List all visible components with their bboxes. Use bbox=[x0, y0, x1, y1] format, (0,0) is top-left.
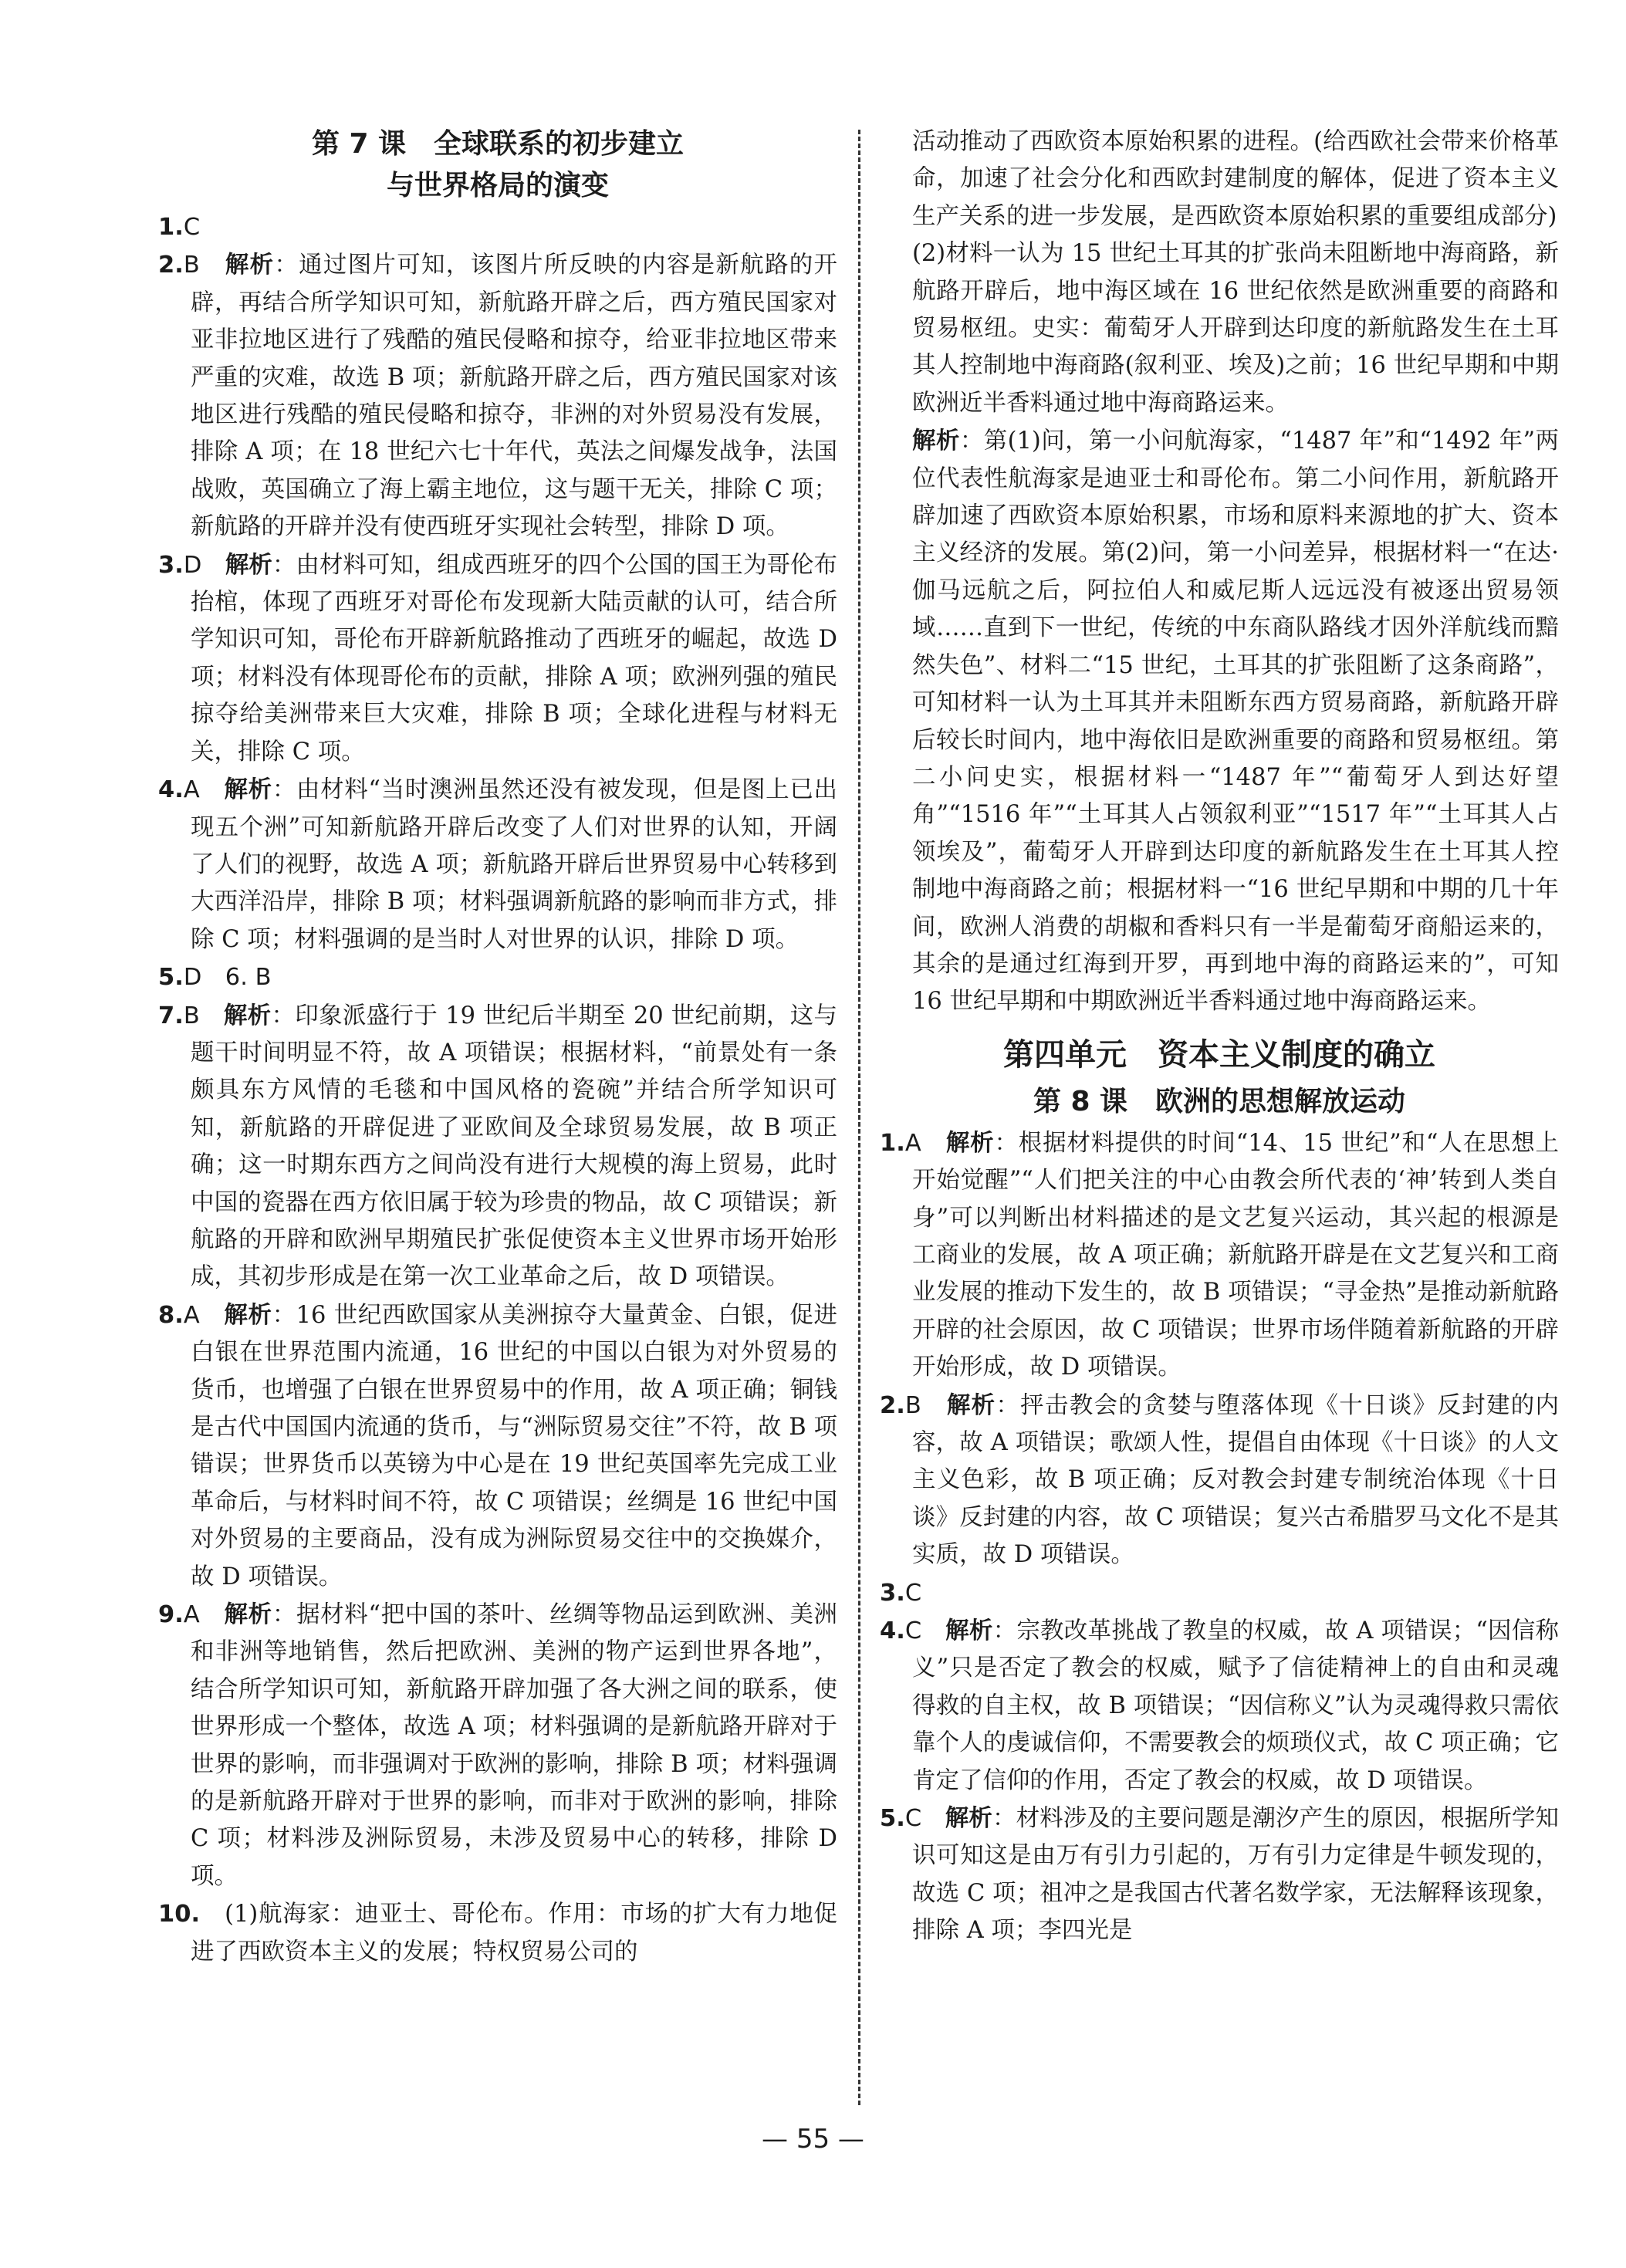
analysis-text: ：第(1)问，第一小问航海家，“1487 年”和“1492 年”两位代表性航海家是迪亚士和哥伦布。第二小问作用，新航路开辟加速了西欧资本原始积累，市场和原料来源地的扩大、资本主义经济的发展。第(2)问，第一小问差异，根据材料一“在达·伽马远航之后，阿拉伯人和威尼斯人远远没有被逐出贸易领域……直到下一世纪，传统的中东商队路线才因外洋航线而黯然失色”、材料二“15 世纪，土耳其的扩张阻断了这条商路”，可知材料一认为土耳其并未阻断东西方贸易商路，新航路开辟后较长时间内，地中海依旧是欧洲重要的商路和贸易枢纽。第二小问史实，根据材料一“1487 年”“葡萄牙人到达好望角”“1516 年”“土耳其人占领叙利亚”“1517 年”“土耳其人占领埃及”，葡萄牙人开辟到达印度的新航路发生在土耳其人控制地中海商路之前；根据材料一“16 世纪早期和中期的几十年间，欧洲人消费的胡椒和香料只有一半是葡萄牙商船运来的，其余的是通过红海到开罗，再到地中海的商路运来的”，可知 16 世纪早期和中期欧洲近半香料通过地中海商路运来。 bbox=[912, 428, 1560, 1016]
question-number: 1. bbox=[158, 214, 184, 241]
analysis-text: ：抨击教会的贪婪与堕落体现《十日谈》反封建的内容，故 A 项错误；歌颂人性，提倡自由体现《十日谈》的人文主义色彩，故 B 项正确；反对教会封建专制统治体现《十日谈》反封建的内容，故 C 项错误；复兴古希腊罗马文化不是其实质，故 D 项错误。 bbox=[912, 1391, 1560, 1569]
analysis-text: ：根据材料提供的时间“14、15 世纪”和“人在思想上开始觉醒”“人们把关注的中心由教会所代表的‘神’转到人类自身”可以判断出材料描述的是文艺复兴运动，其兴起的根源是工商业的发展，故 A 项正确；新航路开辟是在文艺复兴和工商业发展的推动下发生的，故 B 项错误；“寻金热”是推动新航路开辟的社会原因，故 C 项错误；世界市场伴随着新航路的开辟开始形成，故 D 项错误。 bbox=[912, 1129, 1560, 1381]
question-number: 3. bbox=[880, 1579, 905, 1607]
answer-item bbox=[158, 246, 837, 546]
lesson-7-title-line-1: 第 7 课 全球联系的初步建立 bbox=[311, 128, 685, 160]
spacer bbox=[201, 552, 225, 579]
question-number: 8. bbox=[158, 1301, 184, 1329]
q10-analysis bbox=[880, 422, 1559, 1021]
lesson-8-answer-list bbox=[880, 1124, 1559, 1950]
lesson-8-title: 第 8 课 欧洲的思想解放运动 bbox=[1033, 1085, 1406, 1117]
analysis-text: (1)航海家：迪亚士、哥伦布。作用：市场的扩大有力地促进了西欧资本主义的发展；特权贸易公司的 bbox=[191, 1901, 838, 1965]
answer-choice: C bbox=[183, 214, 201, 241]
spacer bbox=[200, 1002, 224, 1029]
answer-choice: C bbox=[904, 1579, 922, 1607]
answer-choice: B bbox=[904, 1391, 921, 1419]
answer-item bbox=[158, 958, 837, 996]
page-number: — 55 — bbox=[762, 2124, 864, 2155]
answer-choice: D bbox=[183, 551, 202, 579]
analysis-text: ：通过图片可知，该图片所反映的内容是新航路的开辟，再结合所学知识可知，新航路开辟之后，西方殖民国家对亚非拉地区进行了残酷的殖民侵略和掠夺，给亚非拉地区带来严重的灾难，故选 B 项；新航路开辟之后，西方殖民国家对该地区进行残酷的殖民侵略和掠夺，非洲的对外贸易没有发展，排除 A 项；在 18 世纪六七十年代，英法之间爆发战争，法国战败，英国确立了海上霸主地位，这与题干无关，排除 C 项；新航路的开辟并没有使西班牙实现社会转型，排除 D 项。 bbox=[191, 252, 838, 541]
lesson-7-title bbox=[158, 123, 837, 207]
analysis-label: 解析 bbox=[945, 1804, 992, 1833]
answer-item bbox=[880, 1612, 1559, 1800]
question-number: 5. bbox=[880, 1805, 905, 1833]
lesson-7-title-line-2: 与世界格局的演变 bbox=[386, 170, 609, 201]
analysis-label: 解析 bbox=[224, 776, 272, 804]
answer-item bbox=[158, 997, 837, 1296]
analysis-label: 解析 bbox=[945, 1128, 995, 1157]
right-column bbox=[880, 123, 1559, 1950]
spacer bbox=[921, 1617, 945, 1644]
analysis-text: ：由材料可知，组成西班牙的四个公国的国王为哥伦布抬棺，体现了西班牙对哥伦布发现新大陆贡献的认可，结合所学知识可知，哥伦布开辟新航路推动了西班牙的崛起，故选 D 项；材料没有体现哥伦布的贡献，排除 A 项；欧洲列强的殖民掠夺给美洲带来巨大灾难，排除 B 项；全球化进程与材料无关，排除 C 项。 bbox=[191, 551, 838, 766]
question-number: 10. bbox=[158, 1901, 201, 1928]
analysis-label: 解析 bbox=[946, 1391, 996, 1419]
question-number: 4. bbox=[158, 776, 184, 804]
spacer bbox=[200, 1901, 225, 1928]
spacer bbox=[200, 1601, 225, 1628]
question-number: 2. bbox=[158, 252, 184, 279]
analysis-text: ：宗教改革挑战了教皇的权威，故 A 项错误；“因信称义”只是否定了教会的权威，赋予了信徒精神上的自由和灵魂得救的自主权，故 B 项错误；“因信称义”认为灵魂得救只需依靠个人的虔诚信仰，不需要教会的烦琐仪式，故 C 项正确；它肯定了信仰的作用，否定了教会的权威，故 D 项错误。 bbox=[912, 1617, 1560, 1794]
analysis-text: ：材料涉及的主要问题是潮汐产生的原因，根据所学知识可知这是由万有引力引起的，万有引力定律是牛顿发现的，故选 C 项；祖冲之是我国古代著名数学家，无法解释该现象，排除 A 项；李四光是 bbox=[912, 1805, 1560, 1945]
question-number: 1. bbox=[880, 1129, 905, 1157]
spacer bbox=[921, 1805, 945, 1832]
analysis-text: ：印象派盛行于 19 世纪后半期至 20 世纪前期，这与题干时间明显不符，故 A 项错误；根据材料，“前景处有一条颇具东方风情的毛毯和中国风格的瓷碗”并结合所学知识可知，新航路的开辟促进了亚欧间及全球贸易发展，故 B 项正确；这一时期东西方之间尚没有进行大规模的海上贸易，此时中国的瓷器在西方依旧属于较为珍贵的物品，故 C 项错误；新航路的开辟和欧洲早期殖民扩张促使资本主义世界市场开始形成，其初步形成是在第一次工业革命之后，故 D 项错误。 bbox=[191, 1002, 838, 1291]
question-number: 5. bbox=[158, 964, 184, 992]
lesson-7-answer-list bbox=[158, 208, 837, 1971]
answer-choice: A bbox=[183, 776, 200, 804]
question-number: 2. bbox=[880, 1391, 905, 1419]
question-number: 9. bbox=[158, 1601, 184, 1629]
spacer bbox=[921, 1580, 945, 1607]
analysis-label: 解析 bbox=[225, 550, 272, 579]
answer-item bbox=[158, 771, 837, 958]
answer-item bbox=[880, 1800, 1559, 1950]
answer-choice: C bbox=[904, 1617, 922, 1645]
answer-item bbox=[880, 1574, 1559, 1612]
answer-choice: A bbox=[183, 1601, 200, 1629]
spacer bbox=[200, 214, 224, 241]
analysis-label: 解析 bbox=[945, 1617, 993, 1645]
q10-continued: 活动推动了西欧资本原始积累的进程。(给西欧社会带来价格革命，加速了社会分化和西欧封建制度的解体，促进了资本主义生产关系的进一步发展，是西欧资本原始积累的重要组成部分) bbox=[912, 128, 1559, 230]
spacer bbox=[200, 252, 225, 279]
analysis-label: 解析 bbox=[224, 1300, 272, 1329]
question-number: 3. bbox=[158, 551, 184, 579]
spacer bbox=[921, 1130, 946, 1157]
answer-choice: A bbox=[904, 1129, 921, 1157]
answer-choice: B bbox=[183, 1002, 200, 1029]
question-number: 7. bbox=[158, 1002, 184, 1029]
answer-item bbox=[158, 208, 837, 246]
analysis-text: ：由材料“当时澳洲虽然还没有被发现，但是图上已出现五个洲”可知新航路开辟后改变了人们对世界的认知，开阔了人们的视野，故选 A 项；新航路开辟后世界贸易中心转移到大西洋沿岸，排除 B 项；材料强调新航路的影响而非方式，排除 C 项；材料强调的是当时人对世界的认识，排除 D 项。 bbox=[191, 776, 837, 953]
q10-part-2: (2)材料一认为 15 世纪土耳其的扩张尚未阻断地中海商路，新航路开辟后，地中海区域在 16 世纪依然是欧洲重要的商路和贸易枢纽。史实：葡萄牙人开辟到达印度的新航路发生在土耳其人控制地中海商路(叙利亚、埃及)之前；16 世纪早期和中期欧洲近半香料通过地中海商路运来。 bbox=[912, 240, 1559, 417]
answer-choice: C bbox=[904, 1805, 922, 1833]
left-column bbox=[158, 123, 837, 1971]
spacer bbox=[921, 1392, 947, 1419]
spacer bbox=[200, 776, 225, 803]
spacer bbox=[272, 964, 296, 991]
spacer bbox=[200, 1302, 225, 1329]
answer-choice: A bbox=[183, 1301, 200, 1329]
column-divider bbox=[858, 130, 860, 2105]
answer-choice: B bbox=[183, 252, 200, 279]
answer-item bbox=[880, 1124, 1559, 1387]
answer-item bbox=[158, 546, 837, 771]
answer-item bbox=[158, 1296, 837, 1596]
answer-item bbox=[158, 1895, 837, 1971]
analysis-label: 解析 bbox=[225, 251, 275, 279]
answer-item bbox=[880, 1387, 1559, 1574]
unit-4-title: 第四单元 资本主义制度的确立 bbox=[1003, 1036, 1435, 1073]
answer-item bbox=[158, 1596, 837, 1895]
analysis-text: ：16 世纪西欧国家从美洲掠夺大量黄金、白银，促进白银在世界范围内流通，16 世纪的中国以白银为对外贸易的货币，也增强了白银在世界贸易中的作用，故 A 项正确；铜钱是古代中国国内流通的货币，与“洲际贸易交往”不符，故 B 项错误；世界货币以英镑为中心是在 19 世纪英国率先完成工业革命后，与材料时间不符，故 C 项错误；丝绸是 16 世纪中国对外贸易的主要商品，没有成为洲际贸易交往中的交换媒介，故 D 项错误。 bbox=[191, 1301, 838, 1590]
analysis-label: 解析 bbox=[912, 427, 960, 455]
analysis-label: 解析 bbox=[224, 1600, 272, 1629]
answer-choice: D 6. B bbox=[183, 964, 272, 992]
analysis-text: ：据材料“把中国的茶叶、丝绸等物品运到欧洲、美洲和非洲等地销售，然后把欧洲、美洲的物产运到世界各地”，结合所学知识可知，新航路开辟加强了各大洲之间的联系，使世界形成一个整体，故选 A 项；材料强调的是新航路开辟对于世界的影响，而非强调对于欧洲的影响，排除 B 项；材料强调的是新航路开辟对于世界的影响，而非对于欧洲的影响，排除 C 项；材料涉及洲际贸易，未涉及贸易中心的转移，排除 D 项。 bbox=[191, 1601, 837, 1890]
analysis-label: 解析 bbox=[223, 1001, 272, 1029]
question-number: 4. bbox=[880, 1617, 905, 1645]
